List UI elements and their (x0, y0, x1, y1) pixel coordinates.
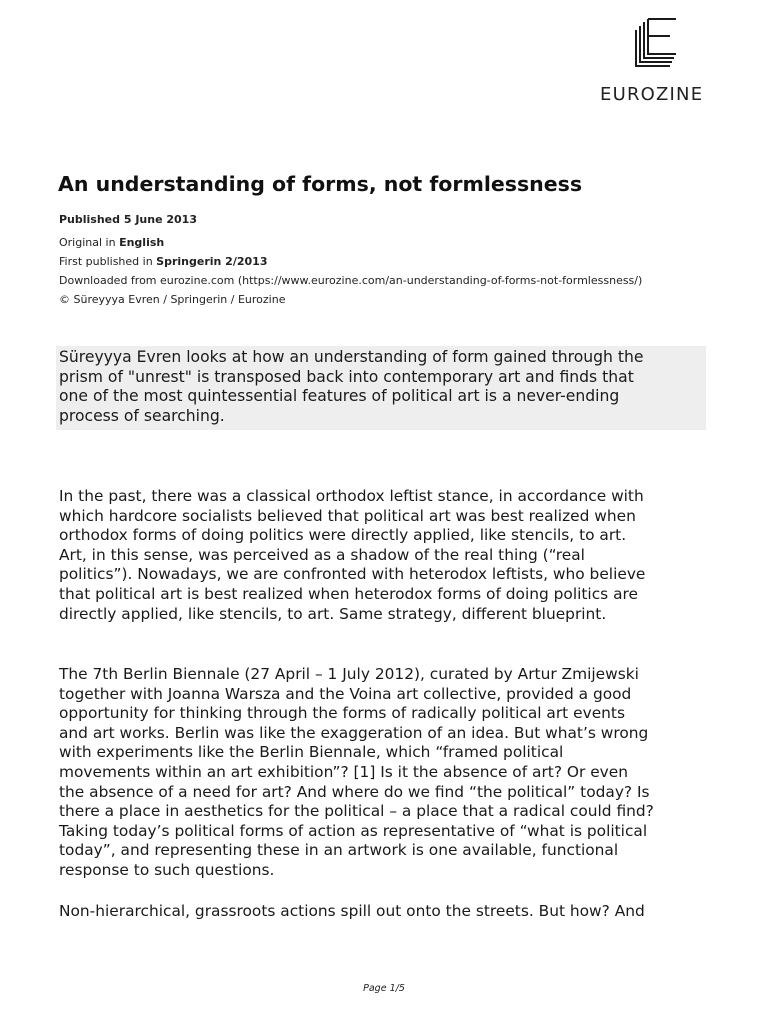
download-source: Downloaded from eurozine.com (https://www.eurozine.com/an-understanding-of-forms-not-formlessness/) (59, 274, 643, 287)
paragraph-line: In the past, there was a classical orthodox leftist stance, in accordance with (59, 487, 644, 505)
paragraph-line: movements within an art exhibition”? [1] Is it the absence of art? Or even (59, 762, 629, 781)
abstract-line: one of the most quintessential features of political art is a never-ending (59, 387, 620, 406)
paragraph-line: politics”). Nowadays, we are confronted with heterodox leftists, who believe (59, 565, 646, 584)
abstract-line: Süreyyya Evren looks at how an understanding of form gained through the (59, 348, 644, 366)
article-abstract (56, 346, 706, 430)
body-paragraph-1 (59, 487, 719, 624)
paragraph-line: Non-hierarchical, grassroots actions spill out onto the streets. But how? And (59, 902, 645, 920)
eurozine-e-icon (634, 18, 680, 68)
first-published-label: First published in (59, 255, 157, 268)
original-label: Original in (59, 236, 120, 249)
paragraph-line: the absence of a need for art? And where do we find “the political” today? Is (59, 782, 650, 801)
article-title: An understanding of forms, not formlessness (58, 172, 583, 196)
paragraph-line: today”, and representing these in an artwork is one available, functional (59, 841, 619, 860)
paragraph-line: together with Joanna Warsza and the Voina art collective, provided a good (59, 684, 632, 703)
paragraph-line: response to such questions. (59, 860, 275, 879)
first-published (59, 255, 267, 268)
copyright: © Süreyyya Evren / Springerin / Eurozine (59, 293, 286, 306)
abstract-line: process of searching. (59, 406, 225, 425)
paragraph-line: opportunity for thinking through the forms of radically political art events (59, 704, 625, 723)
paragraph-line: orthodox forms of doing politics were directly applied, like stencils, to art. (59, 526, 627, 545)
paragraph-line: Taking today’s political forms of action as representative of “what is political (59, 821, 648, 840)
paragraph-line: The 7th Berlin Biennale (27 April – 1 July 2012), curated by Artur Zmijewski (59, 665, 639, 683)
eurozine-logo (598, 18, 718, 108)
first-published-source: Springerin 2/2013 (156, 255, 268, 268)
body-paragraph-3 (59, 902, 719, 922)
abstract-line: prism of "unrest" is transposed back into contemporary art and finds that (59, 367, 634, 386)
paragraph-line: that political art is best realized when heterodox forms of doing politics are (59, 584, 638, 603)
paragraph-line: directly applied, like stencils, to art. Same strategy, different blueprint. (59, 604, 607, 623)
paragraph-line: which hardcore socialists believed that political art was best realized when (59, 506, 636, 525)
paragraph-line: there a place in aesthetics for the political – a place that a radical could find? (59, 802, 654, 821)
original-language (59, 236, 164, 249)
paragraph-line: with experiments like the Berlin Biennale, which “framed political (59, 743, 564, 762)
paragraph-line: and art works. Berlin was like the exaggeration of an idea. But what’s wrong (59, 723, 649, 742)
page-number: Page 1/5 (363, 983, 405, 994)
logo-text: EUROZINE (600, 84, 704, 105)
original-language-value: English (119, 236, 165, 249)
published-date: Published 5 June 2013 (59, 213, 197, 226)
body-paragraph-2 (59, 665, 719, 881)
paragraph-line: Art, in this sense, was perceived as a shadow of the real thing (“real (59, 545, 585, 564)
